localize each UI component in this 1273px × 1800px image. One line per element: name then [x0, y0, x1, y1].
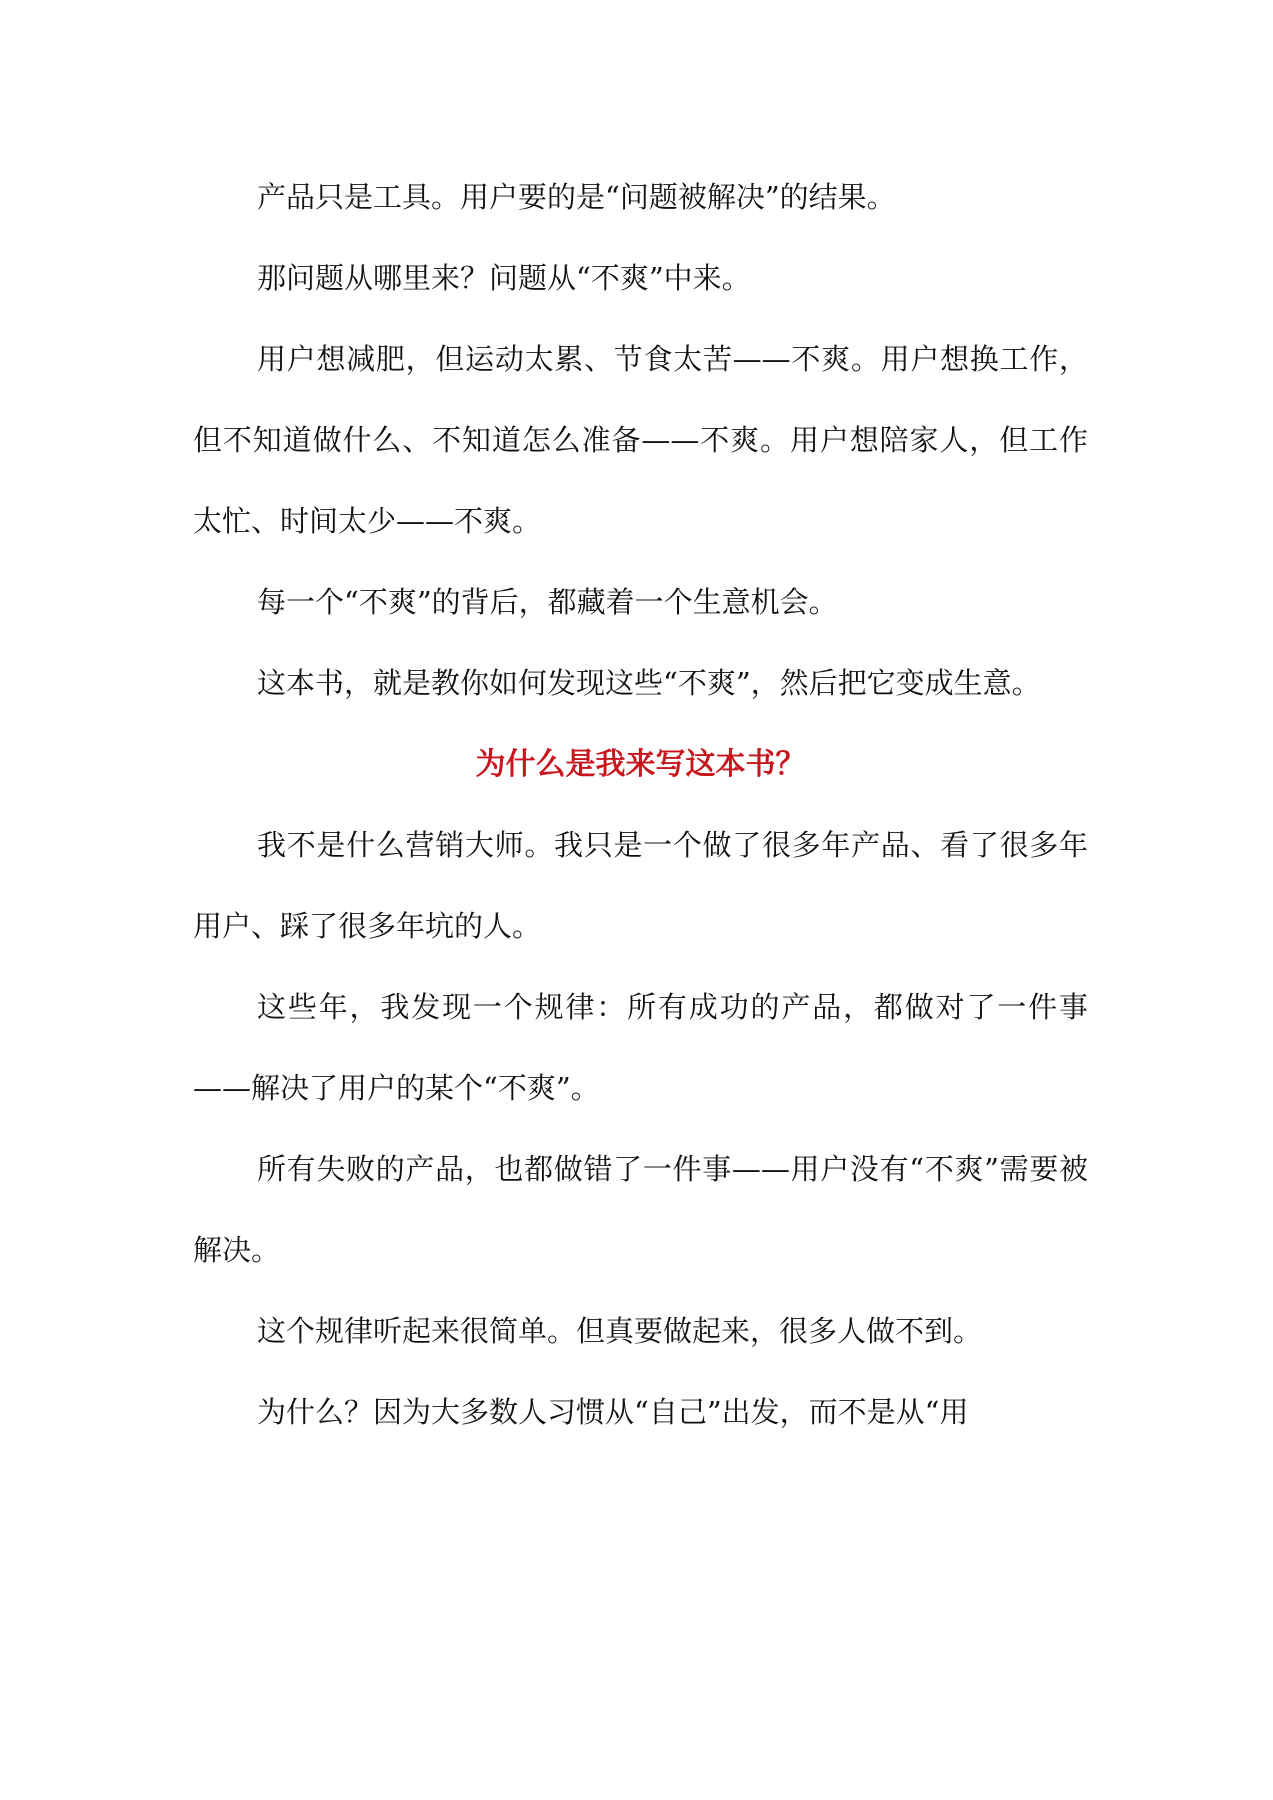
paragraph: 这个规律听起来很简单。但真要做起来，很多人做不到。	[257, 1314, 983, 1348]
paragraph: 用户想减肥，但运动太累、节食太苦——不爽。用户想换工作，但不知道做什么、不知道怎么准备——不爽。用户想陪家人，但工作太忙、时间太少——不爽。	[193, 342, 1088, 538]
paragraph: 那问题从哪里来？问题从“不爽”中来。	[257, 261, 751, 295]
paragraph: 产品只是工具。用户要的是“问题被解决”的结果。	[257, 180, 896, 214]
paragraph: 为什么？因为大多数人习惯从“自己”出发，而不是从“用	[257, 1395, 969, 1429]
paragraph: 这些年，我发现一个规律：所有成功的产品，都做对了一件事——解决了用户的某个“不爽”。	[193, 990, 1088, 1105]
paragraph: 这本书，就是教你如何发现这些“不爽”，然后把它变成生意。	[257, 666, 1041, 700]
body-text	[193, 157, 1088, 1453]
paragraph: 每一个“不爽”的背后，都藏着一个生意机会。	[257, 585, 838, 619]
paragraph: 我不是什么营销大师。我只是一个做了很多年产品、看了很多年用户、踩了很多年坑的人。	[193, 828, 1088, 943]
paragraph: 所有失败的产品，也都做错了一件事——用户没有“不爽”需要被解决。	[193, 1152, 1088, 1267]
section-heading: 为什么是我来写这本书？	[475, 747, 806, 782]
